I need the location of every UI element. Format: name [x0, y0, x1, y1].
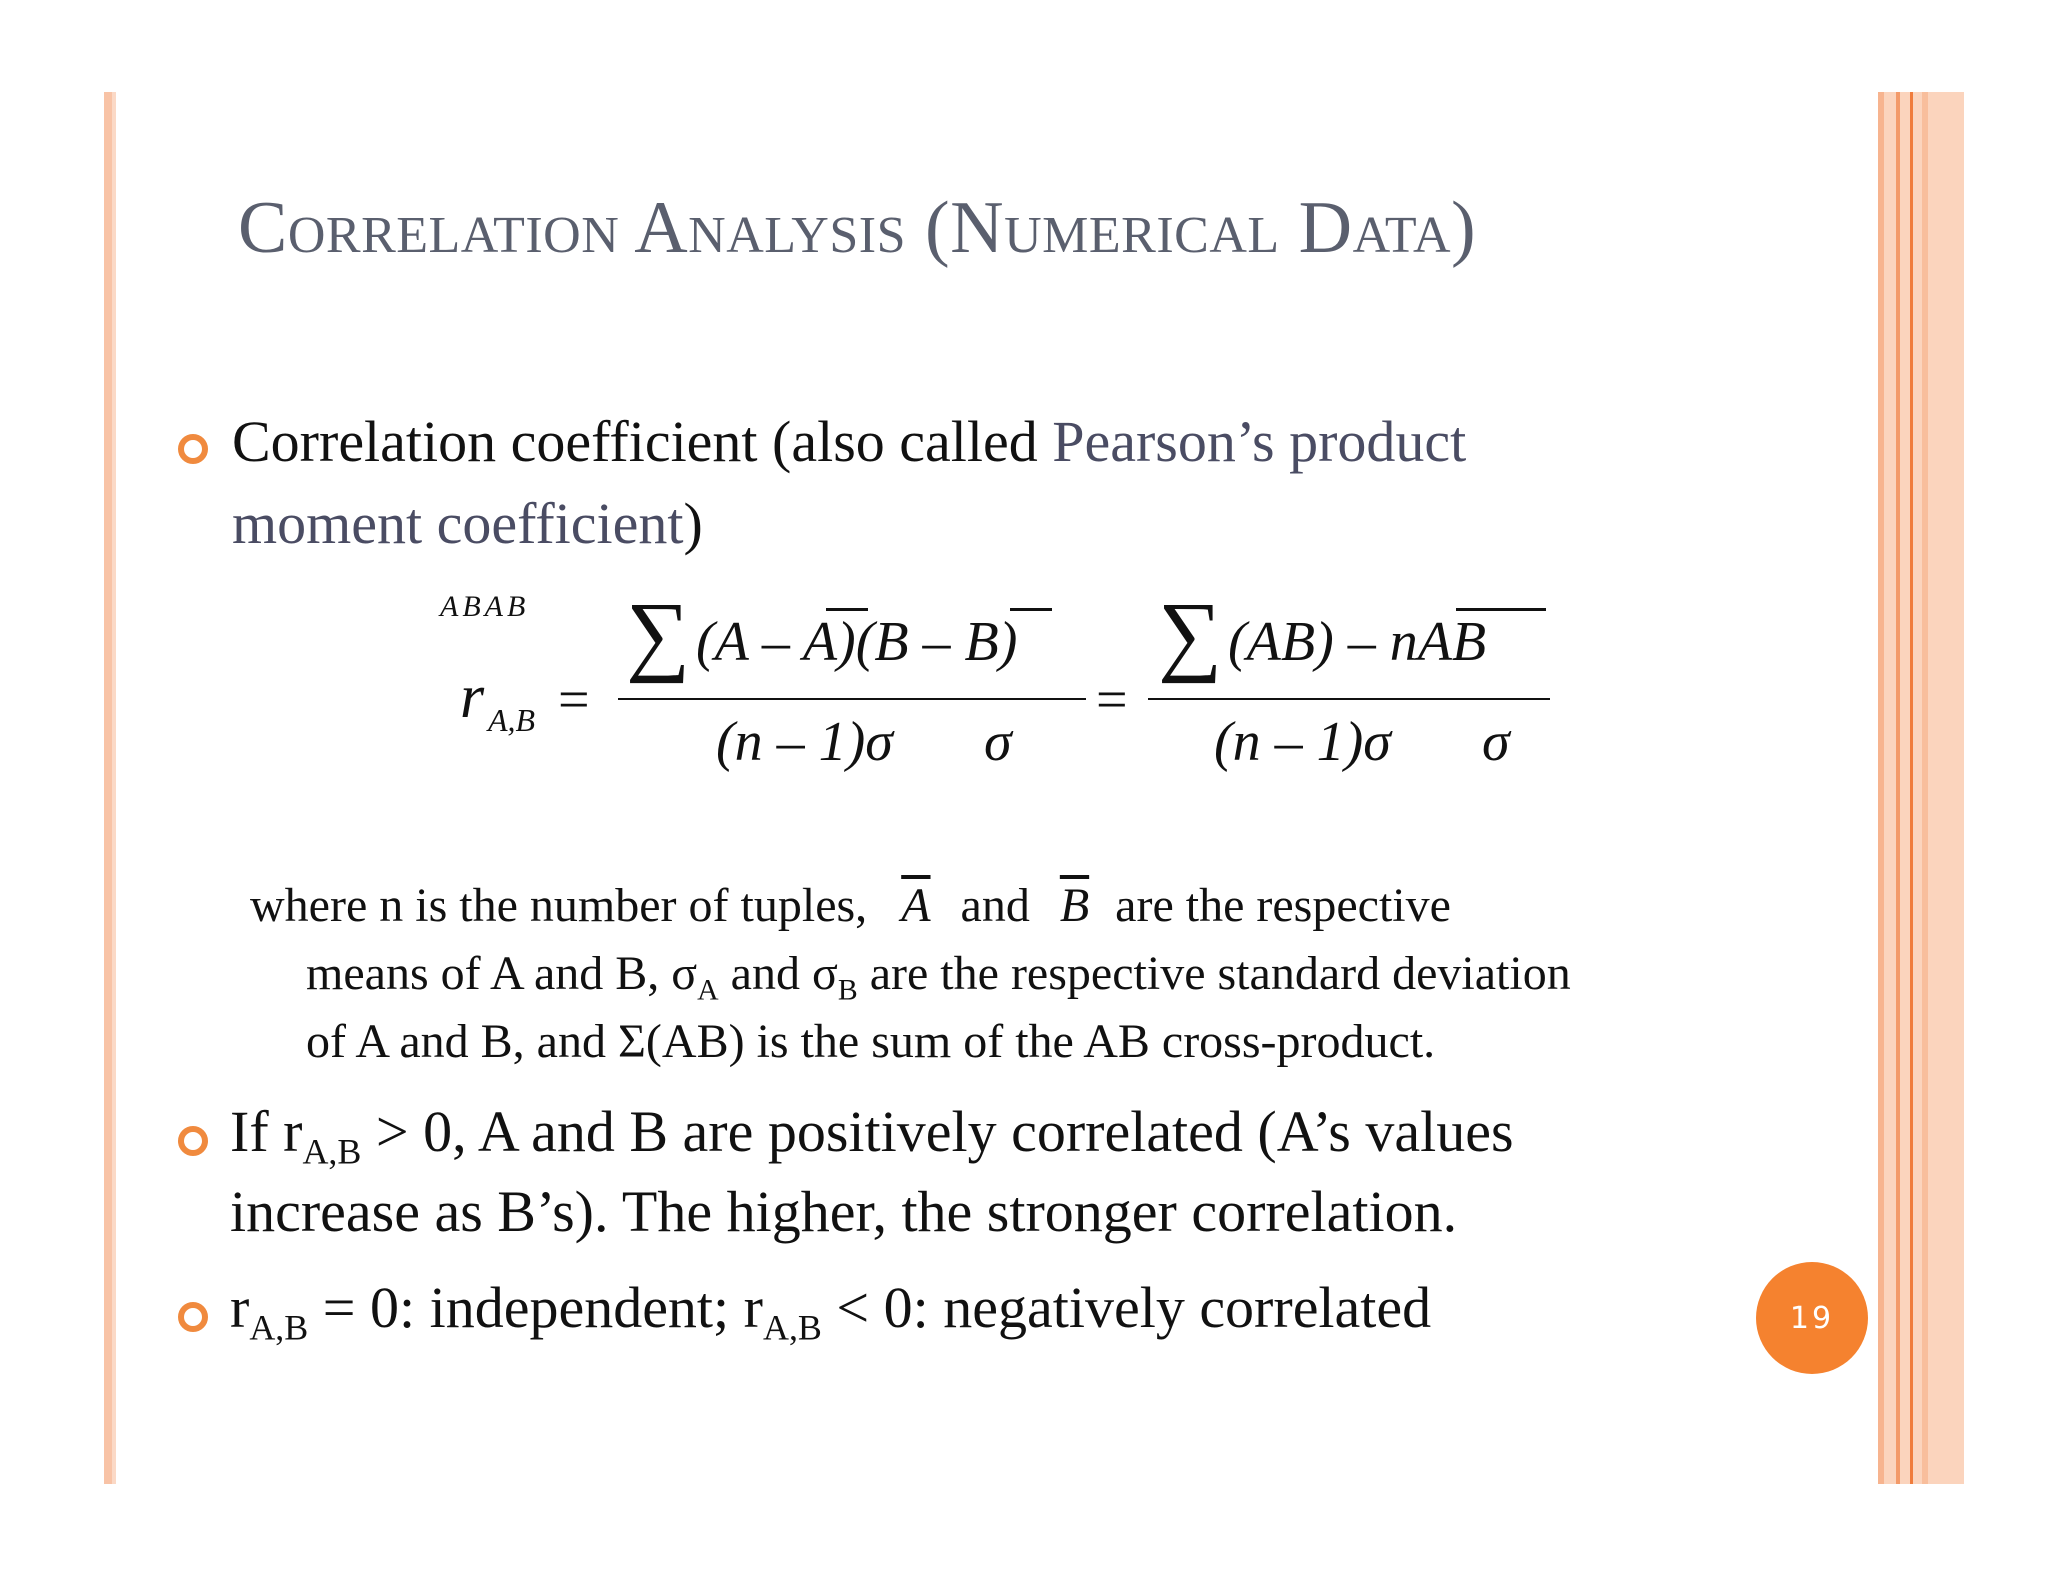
bullet-3-subscript-1: A,B [249, 1307, 309, 1348]
bullet-1-accent-text-2: moment coefficient [232, 491, 684, 556]
sigma-subscript-a-2: A [484, 590, 503, 623]
sum-symbol-2: ∑ [1158, 585, 1223, 684]
slide-title: Correlation Analysis (Numerical Data) [238, 187, 1477, 269]
pearson-formula [440, 585, 1560, 800]
bullet-icon [178, 1302, 208, 1332]
where-and: and [960, 879, 1030, 932]
page-number-badge: 19 [1756, 1262, 1868, 1374]
right-border-line [1922, 92, 1928, 1484]
bullet-2-subscript: A,B [302, 1131, 362, 1172]
where-line-3: of A and B, and Σ(AB) is the sum of the AB cross-product. [306, 1015, 1436, 1068]
sigma-subscript-a: A [440, 590, 459, 623]
formula-denominator-2: (n – 1)σ [1214, 711, 1391, 773]
bullet-3-subscript-2: A,B [762, 1307, 822, 1348]
where-line-2-c: are the respective standard deviation [857, 947, 1571, 1000]
bullet-3-text-a: r [230, 1275, 250, 1340]
mean-a-symbol: $\overline{A}$ [901, 879, 931, 932]
where-text: where n is the number of tuples, [250, 879, 868, 932]
formula-numerator-2: (AB) – nAB [1228, 611, 1487, 673]
bullet-1-line-2 [232, 490, 703, 557]
formula-equals-2: = [1096, 669, 1128, 731]
bullet-2-text-a: If r [230, 1099, 303, 1164]
formula-numerator-1: (A – A)(B – B) [696, 611, 1018, 673]
bullet-icon [178, 434, 208, 464]
bullet-1-close-paren: ) [683, 491, 703, 556]
bullet-2-line-2: increase as B’s). The higher, the stronger correlation. [230, 1179, 1458, 1244]
bullet-2-line-1 [230, 1098, 1514, 1173]
sigma-b: σ [984, 711, 1012, 773]
where-line-1 [250, 878, 1451, 933]
sum-symbol-1: ∑ [626, 585, 691, 684]
left-border-bar-inner [112, 92, 116, 1484]
mean-bar-a [826, 608, 868, 611]
mean-b-symbol: $\overline{B}$ [1059, 879, 1090, 932]
bullet-3-line [230, 1274, 1431, 1349]
right-border-panel [1878, 92, 1964, 1484]
sigma-subscript-b: B [462, 590, 481, 623]
bullet-icon [178, 1126, 208, 1156]
right-border-line [1910, 92, 1913, 1484]
formula-denominator-1: (n – 1)σ [716, 711, 893, 773]
where-line-2-b: and σ [718, 947, 838, 1000]
sigma-b-2: σ [1482, 711, 1510, 773]
mean-bar-ab [1456, 608, 1546, 611]
sigma-subscript-b-2: B [506, 590, 526, 623]
bullet-3-text-b: = 0: independent; r [308, 1275, 763, 1340]
formula-equals-1: = [558, 669, 590, 731]
right-border-line [1896, 92, 1900, 1484]
sigma-a-subscript: A [697, 973, 719, 1007]
mean-bar-b [1010, 608, 1052, 611]
sigma-b-subscript: B [837, 973, 858, 1007]
right-border-line [1878, 92, 1884, 1484]
where-line-2-a: means of A and B, σ [306, 947, 698, 1000]
fraction-line-2 [1148, 698, 1550, 700]
bullet-1-accent-text: Pearson’s product [1052, 409, 1467, 474]
bullet-1-text: Correlation coefficient (also called [232, 409, 1053, 474]
where-text-2: are the respective [1115, 879, 1451, 932]
left-border-bar [104, 92, 112, 1484]
bullet-3-text-c: < 0: negatively correlated [821, 1275, 1432, 1340]
bullet-1-line-1 [232, 408, 1466, 475]
formula-r-subscript: A,B [488, 702, 536, 738]
bullet-2-text-b: > 0, A and B are positively correlated (A’s values [361, 1099, 1514, 1164]
fraction-line-1 [618, 698, 1086, 700]
where-line-2 [306, 946, 1571, 1007]
formula-r: r [460, 663, 485, 731]
